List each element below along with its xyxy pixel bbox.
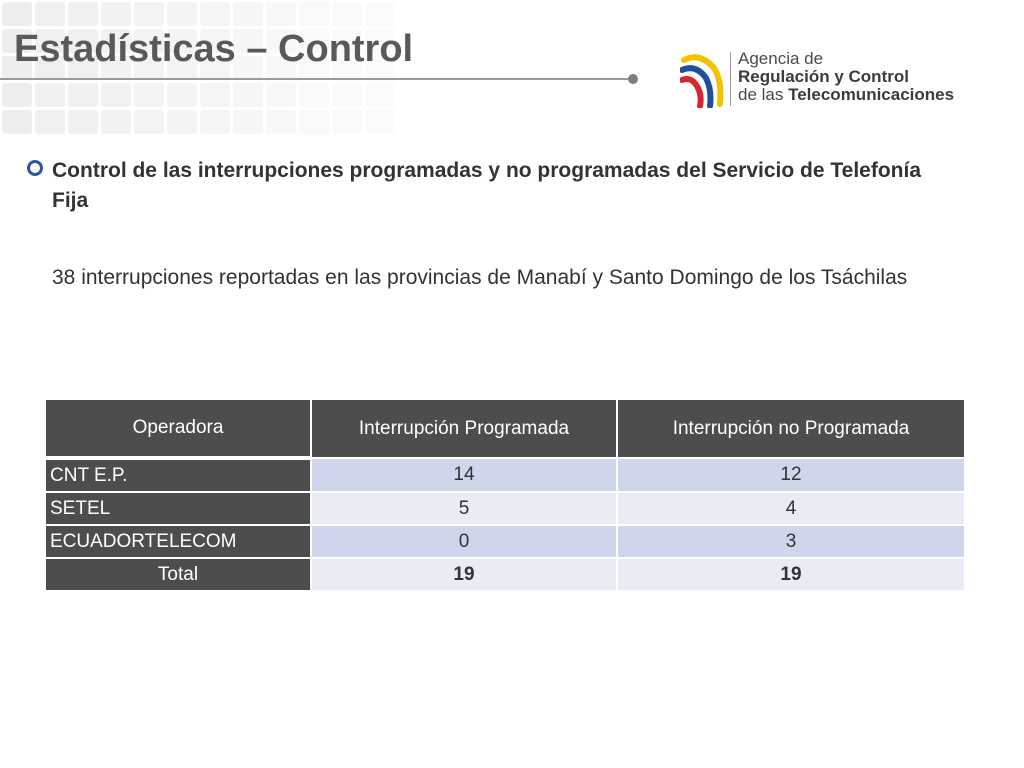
cell-programada: 0 — [311, 525, 617, 558]
cell-programada: 5 — [311, 492, 617, 525]
title-rule — [0, 78, 634, 80]
decorative-tile — [233, 110, 263, 134]
decorative-tile — [101, 2, 131, 26]
decorative-tile — [134, 110, 164, 134]
header-no-programada: Interrupción no Programada — [617, 399, 965, 458]
decorative-tile — [332, 110, 362, 134]
decorative-tile — [68, 110, 98, 134]
interruptions-table — [44, 398, 966, 592]
decorative-tile — [365, 83, 395, 107]
decorative-tile — [2, 2, 32, 26]
decorative-tile — [200, 110, 230, 134]
cell-operator: CNT E.P. — [45, 458, 311, 492]
decorative-tile — [35, 2, 65, 26]
decorative-tile — [365, 110, 395, 134]
decorative-tile — [200, 83, 230, 107]
bullet-heading: Control de las interrupciones programadas y no programadas del Servicio de Telefonía Fija — [52, 159, 921, 212]
cell-total-programada: 19 — [311, 558, 617, 591]
table-row — [45, 525, 965, 558]
decorative-tile — [167, 83, 197, 107]
decorative-tile — [167, 110, 197, 134]
decorative-tile — [332, 2, 362, 26]
logo-text — [738, 50, 954, 104]
decorative-tile — [101, 110, 131, 134]
decorative-tile — [101, 83, 131, 107]
cell-programada: 14 — [311, 458, 617, 492]
decorative-tile — [134, 2, 164, 26]
decorative-tile — [134, 83, 164, 107]
decorative-tile — [299, 110, 329, 134]
bullet-circle-icon — [27, 160, 43, 176]
logo-line-1: Agencia de — [738, 49, 824, 68]
slide-title: Estadísticas – Control — [14, 28, 414, 70]
decorative-tile — [233, 83, 263, 107]
decorative-tile — [68, 2, 98, 26]
header-operadora: Operadora — [45, 399, 311, 458]
header-programada: Interrupción Programada — [311, 399, 617, 458]
cell-operator: SETEL — [45, 492, 311, 525]
cell-total-no-programada: 19 — [617, 558, 965, 591]
table-total-row — [45, 558, 965, 591]
decorative-tile — [35, 83, 65, 107]
cell-total-label: Total — [45, 558, 311, 591]
table-row — [45, 492, 965, 525]
decorative-tile — [266, 83, 296, 107]
decorative-tile — [332, 83, 362, 107]
logo-divider — [730, 52, 731, 106]
cell-no-programada: 12 — [617, 458, 965, 492]
decorative-tile — [299, 83, 329, 107]
decorative-tile — [2, 110, 32, 134]
decorative-tile — [365, 2, 395, 26]
decorative-tile — [35, 110, 65, 134]
summary-paragraph: 38 interrupciones reportadas en las provincias de Manabí y Santo Domingo de los Tsáchilas — [52, 266, 908, 289]
cell-operator: ECUADORTELECOM — [45, 525, 311, 558]
decorative-tile — [2, 83, 32, 107]
table-header-row — [45, 399, 965, 458]
cell-no-programada: 4 — [617, 492, 965, 525]
arcotel-logo — [680, 46, 980, 110]
logo-line-3-bold: Telecomunicaciones — [788, 85, 955, 104]
logo-line-3-prefix: de las — [738, 85, 789, 104]
logo-line-2: Regulación y Control — [738, 67, 909, 86]
cell-no-programada: 3 — [617, 525, 965, 558]
decorative-tile — [266, 110, 296, 134]
title-rule-dot — [628, 74, 638, 84]
decorative-tile — [299, 2, 329, 26]
decorative-tile — [68, 83, 98, 107]
decorative-tile — [266, 2, 296, 26]
decorative-tile — [233, 2, 263, 26]
logo-mark-icon — [680, 46, 726, 108]
logo-line-3 — [738, 86, 954, 104]
decorative-tile — [200, 2, 230, 26]
table-row — [45, 458, 965, 492]
decorative-tile — [167, 2, 197, 26]
